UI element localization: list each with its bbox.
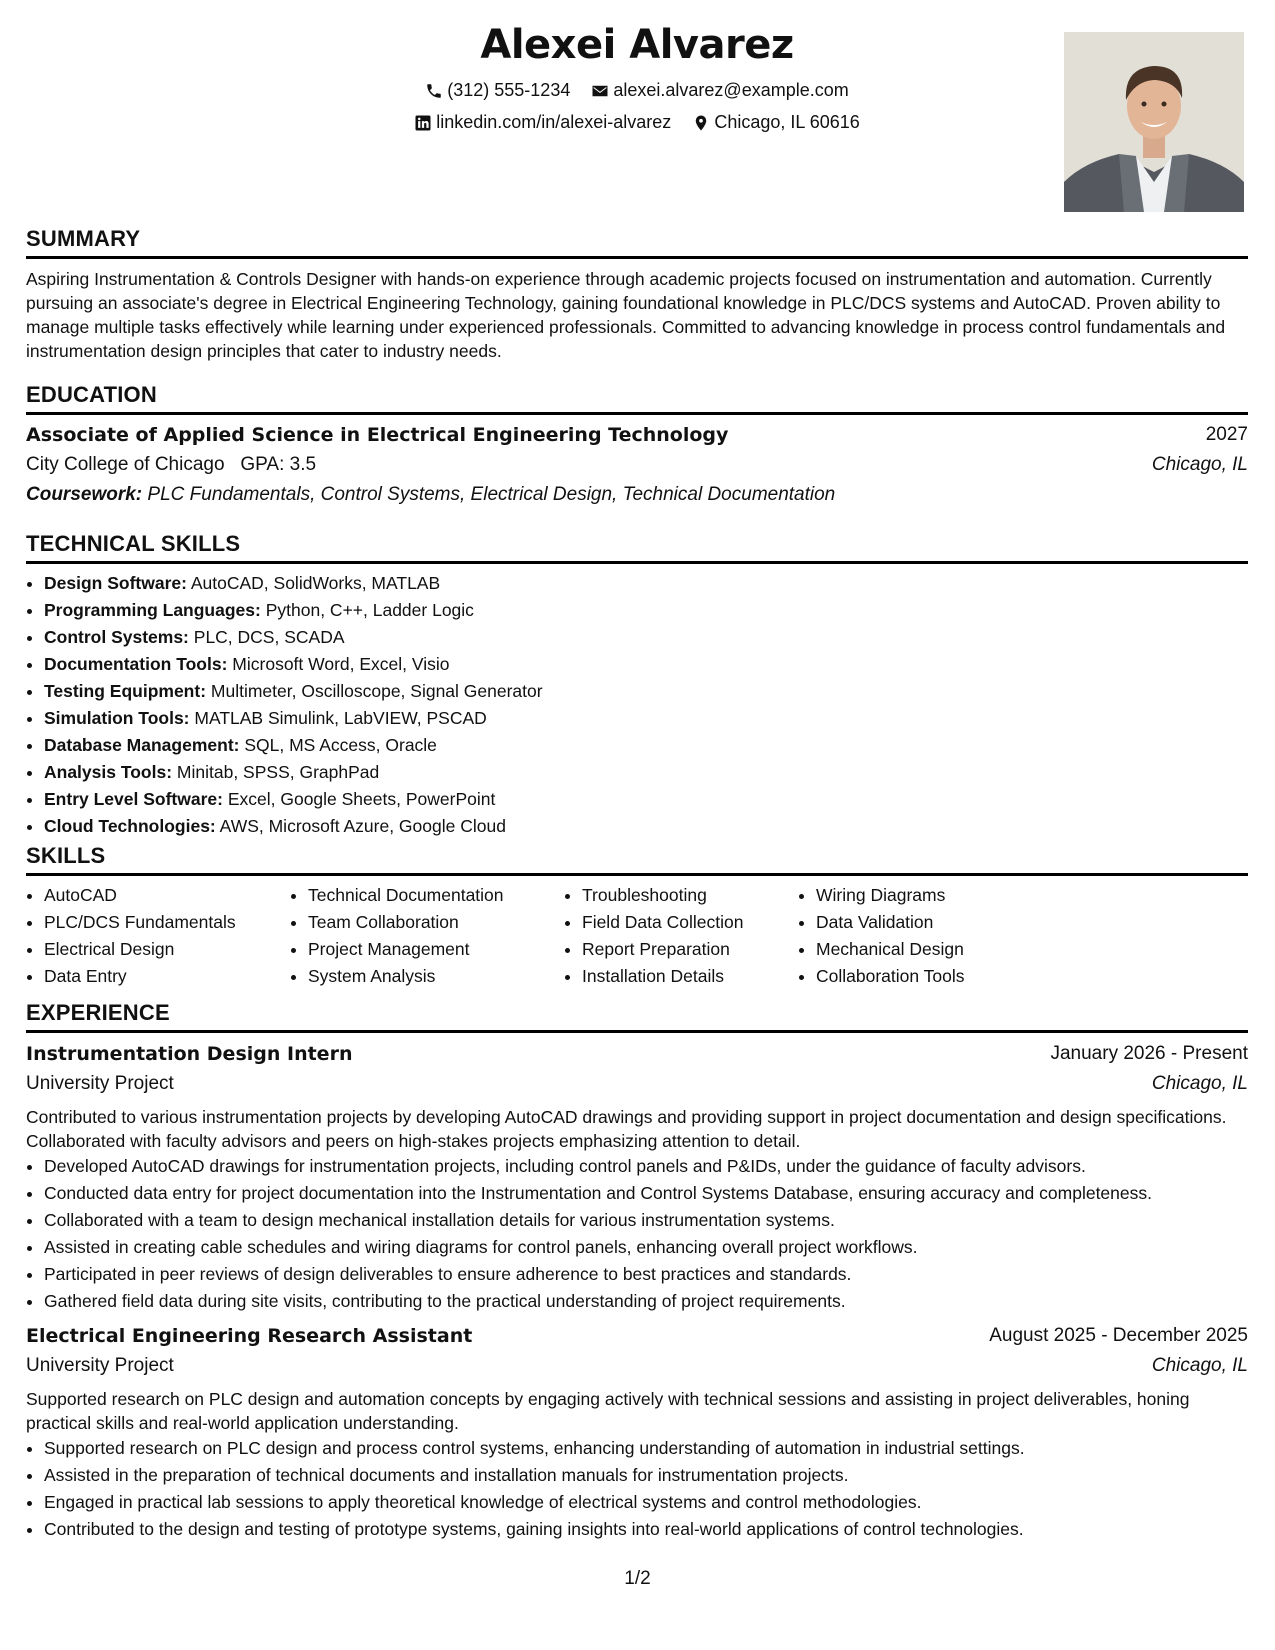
linkedin-url[interactable]: linkedin.com/in/alexei-alvarez	[436, 112, 672, 132]
skill-category: Design Software:	[44, 573, 187, 593]
list-item: • Conducted data entry for project documentation into the Instrumentation and Control Systems Database, ensuring accuracy and completeness.	[44, 1180, 1248, 1207]
location-text: Chicago, IL 60616	[714, 112, 860, 132]
list-item: • Electrical Design	[44, 936, 290, 963]
phone-contact	[425, 80, 570, 101]
job-bullets	[26, 1435, 1248, 1543]
skills-column	[26, 882, 290, 990]
skill-category: Database Management:	[44, 735, 240, 755]
summary-section	[26, 226, 1248, 363]
list-item	[44, 759, 1248, 786]
job-header-row	[26, 1321, 1248, 1351]
skill-category: Analysis Tools:	[44, 762, 173, 782]
coursework-list: PLC Fundamentals, Control Systems, Electrical Design, Technical Documentation	[147, 484, 836, 505]
job-location: Chicago, IL	[1151, 1073, 1248, 1094]
list-item: • Data Validation	[816, 909, 1076, 936]
school-name: City College of Chicago	[26, 454, 225, 475]
list-item	[44, 813, 1248, 840]
email-address[interactable]: alexei.alvarez@example.com	[613, 80, 849, 100]
skill-values: Python, C++, Ladder Logic	[265, 600, 474, 620]
skill-category: Simulation Tools:	[44, 708, 190, 728]
list-item	[44, 651, 1248, 678]
profile-photo	[1064, 32, 1244, 212]
skills-column	[564, 882, 798, 990]
list-item: • Troubleshooting	[582, 882, 798, 909]
summary-text: Aspiring Instrumentation & Controls Designer with hands-on experience through academic projects focused on instrumentation and automation. Currently pursuing an associate's degree in Electrical Engineering Technology, gaining foundational knowledge in PLC/DCS systems and AutoCAD. Proven ability to manage multiple tasks effectively while learning under experienced professionals. Committed to advancing knowledge in process control fundamentals and instrumentation design principles that cater to industry needs.	[26, 269, 1226, 361]
technical-skills-list	[26, 570, 1248, 840]
list-item: • Team Collaboration	[308, 909, 564, 936]
skill-category: Programming Languages:	[44, 600, 261, 620]
envelope-icon	[591, 82, 609, 100]
job-title: Electrical Engineering Research Assistant	[26, 1325, 473, 1347]
job-entry	[26, 1321, 1248, 1543]
job-header-row	[26, 1039, 1248, 1069]
school-location: Chicago, IL	[1151, 454, 1248, 475]
list-item: • Assisted in creating cable schedules and wiring diagrams for control panels, enhancing overall project workflows.	[44, 1234, 1248, 1261]
list-item: • Technical Documentation	[308, 882, 564, 909]
list-item: • Mechanical Design	[816, 936, 1076, 963]
list-item: • AutoCAD	[44, 882, 290, 909]
degree-row	[26, 420, 1248, 450]
list-item	[44, 786, 1248, 813]
skills-column	[798, 882, 1076, 990]
list-item	[44, 597, 1248, 624]
skills-heading: SKILLS	[26, 843, 1248, 876]
job-org-row	[26, 1069, 1248, 1099]
map-pin-icon	[692, 114, 710, 132]
resume-page	[26, 0, 1248, 1650]
list-item: • PLC/DCS Fundamentals	[44, 909, 290, 936]
experience-section	[26, 1000, 1248, 1543]
list-item: • Project Management	[308, 936, 564, 963]
email-contact[interactable]	[591, 80, 848, 101]
skill-values: Microsoft Word, Excel, Visio	[232, 654, 450, 674]
skills-column	[290, 882, 564, 990]
coursework	[26, 480, 1248, 510]
linkedin-icon	[414, 114, 432, 132]
list-item	[44, 705, 1248, 732]
list-item: • Supported research on PLC design and process control systems, enhancing understanding of automation in industrial settings.	[44, 1435, 1248, 1462]
skill-values: PLC, DCS, SCADA	[193, 627, 345, 647]
page-number: 1/2	[624, 1568, 651, 1589]
skill-category: Documentation Tools:	[44, 654, 228, 674]
skill-values: SQL, MS Access, Oracle	[244, 735, 437, 755]
list-item: • Assisted in the preparation of technical documents and installation manuals for instrumentation projects.	[44, 1462, 1248, 1489]
job-org-row	[26, 1351, 1248, 1381]
education-heading: EDUCATION	[26, 382, 1248, 415]
job-description: Contributed to various instrumentation projects by developing AutoCAD drawings and providing support in project documentation and design specifications. Collaborated with faculty advisors and peers on high-stakes projects emphasizing attention to detail.	[26, 1107, 1227, 1151]
job-title: Instrumentation Design Intern	[26, 1043, 353, 1065]
job-organization: University Project	[26, 1073, 174, 1094]
education-section	[26, 382, 1248, 510]
job-organization: University Project	[26, 1355, 174, 1376]
person-portrait-icon	[1064, 32, 1244, 212]
skill-values: AWS, Microsoft Azure, Google Cloud	[219, 816, 506, 836]
list-item: • Gathered field data during site visits, contributing to the practical understanding of project requirements.	[44, 1288, 1248, 1315]
list-item: • Collaborated with a team to design mechanical installation details for various instrumentation systems.	[44, 1207, 1248, 1234]
summary-heading: SUMMARY	[26, 226, 1248, 259]
school-row	[26, 450, 1248, 480]
list-item: • Participated in peer reviews of design deliverables to ensure adherence to best practices and standards.	[44, 1261, 1248, 1288]
skill-category: Entry Level Software:	[44, 789, 223, 809]
list-item: • Report Preparation	[582, 936, 798, 963]
job-dates: January 2026 - Present	[1050, 1043, 1248, 1064]
degree-name: Associate of Applied Science in Electrical Engineering Technology	[26, 424, 729, 446]
list-item: • Installation Details	[582, 963, 798, 990]
job-dates: August 2025 - December 2025	[989, 1325, 1248, 1346]
job-bullets	[26, 1153, 1248, 1315]
skills-section	[26, 843, 1248, 990]
list-item: • Data Entry	[44, 963, 290, 990]
graduation-year: 2027	[1205, 424, 1248, 445]
list-item: • Field Data Collection	[582, 909, 798, 936]
skill-values: Multimeter, Oscilloscope, Signal Generator	[210, 681, 543, 701]
list-item	[44, 570, 1248, 597]
phone-icon	[425, 82, 443, 100]
list-item: • Developed AutoCAD drawings for instrumentation projects, including control panels and P&IDs, under the guidance of faculty advisors.	[44, 1153, 1248, 1180]
coursework-label: Coursework:	[26, 484, 143, 505]
location-contact	[692, 112, 859, 133]
list-item: • Wiring Diagrams	[816, 882, 1076, 909]
experience-heading: EXPERIENCE	[26, 1000, 1248, 1033]
resume-header	[26, 0, 1248, 212]
job-location: Chicago, IL	[1151, 1355, 1248, 1376]
list-item: • Collaboration Tools	[816, 963, 1076, 990]
list-item	[44, 624, 1248, 651]
technical-skills-section	[26, 531, 1248, 840]
skill-category: Testing Equipment:	[44, 681, 207, 701]
skill-values: Minitab, SPSS, GraphPad	[176, 762, 380, 782]
candidate-name: Alexei Alvarez	[480, 22, 794, 68]
linkedin-contact[interactable]	[414, 112, 671, 133]
list-item: • Engaged in practical lab sessions to apply theoretical knowledge of electrical systems and control methodologies.	[44, 1489, 1248, 1516]
list-item	[44, 732, 1248, 759]
list-item	[44, 678, 1248, 705]
phone-number: (312) 555-1234	[447, 80, 571, 100]
list-item: • Contributed to the design and testing of prototype systems, gaining insights into real-world applications of control technologies.	[44, 1516, 1248, 1543]
job-description: Supported research on PLC design and automation concepts by engaging actively with technical sessions and assisting in project deliverables, honing practical skills and real-world application understanding.	[26, 1389, 1190, 1433]
job-entry	[26, 1039, 1248, 1315]
skills-grid	[26, 882, 1248, 990]
skill-values: Excel, Google Sheets, PowerPoint	[227, 789, 496, 809]
school-info	[26, 450, 316, 480]
skill-category: Cloud Technologies:	[44, 816, 216, 836]
skill-values: MATLAB Simulink, LabVIEW, PSCAD	[194, 708, 487, 728]
skill-values: AutoCAD, SolidWorks, MATLAB	[190, 573, 441, 593]
technical-skills-heading: TECHNICAL SKILLS	[26, 531, 1248, 564]
skill-category: Control Systems:	[44, 627, 189, 647]
list-item: • System Analysis	[308, 963, 564, 990]
gpa: GPA: 3.5	[240, 454, 317, 475]
